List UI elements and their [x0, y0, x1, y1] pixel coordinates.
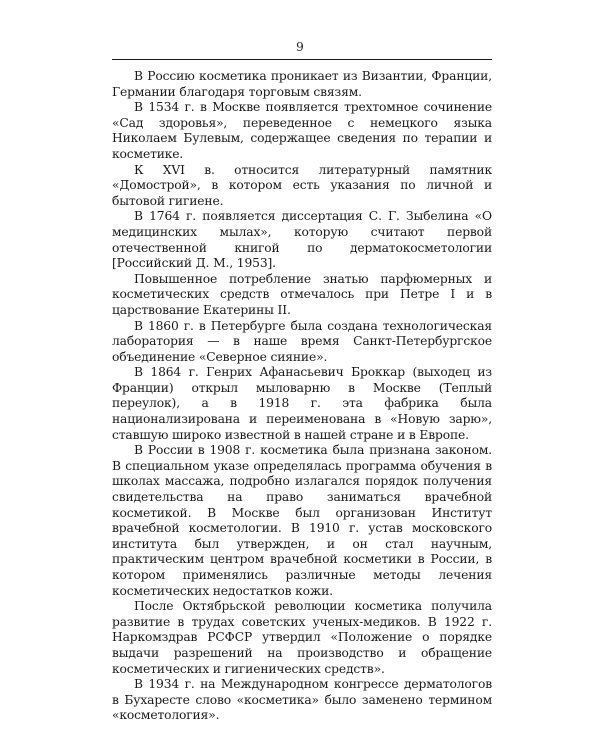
paragraph: Повышенное потребление знатью парфюмерных и косметических средств отмечалось при Петре I и в царствование Екатерины II.	[112, 271, 492, 317]
header-rule	[112, 59, 492, 60]
paragraph: В России в 1908 г. косметика была признана законом. В специальном указе определялась программа обучения в школах массажа, подробно излагался порядок получения свидетельства на право заниматься врачебной косметикой. В Москве был организован Институт врачебной косметологии. В 1910 г. устав московского института был утвержден, и он стал научным, практическим центром врачебной косметики в России, в котором применялись различные методы лечения косметических недостатков кожи.	[112, 443, 492, 598]
paragraph: К XVI в. относится литературный памятник «Домострой», в котором есть указания по личной и бытовой гигиене.	[112, 162, 492, 208]
paragraph: В Россию косметика проникает из Византии, Франции, Германии благодаря торговым связям.	[112, 69, 492, 99]
body-text	[112, 69, 492, 724]
paragraph: В 1534 г. в Москве появляется трехтомное сочинение «Сад здоровья», переведенное с немецкого языка Николаем Булевым, содержащее сведения по терапии и косметике.	[112, 100, 492, 161]
page-number: 9	[296, 40, 304, 54]
paragraph: В 1934 г. на Международном конгрессе дерматологов в Бухаресте слово «косметика» было заменено термином «косметология».	[112, 677, 492, 723]
paragraph: В 1864 г. Генрих Афанасьевич Броккар (выходец из Франции) открыл мыловарню в Москве (Теплый переулок), а в 1918 г. эта фабрика была национализирована и переименована в «Новую зарю», ставшую широко известной в нашей стране и в Европе.	[112, 365, 492, 442]
paragraph: После Октябрьской революции косметика получила развитие в трудах советских ученых-медиков. В 1922 г. Наркомздрав РСФСР утвердил «Положение о порядке выдачи разрешений на производство и обращение косметических и гигиенических средств».	[112, 599, 492, 676]
paragraph: В 1860 г. в Петербурге была создана технологическая лаборатория — в наше время Санкт-Петербургское объединение «Северное сияние».	[112, 318, 492, 364]
paragraph: В 1764 г. появляется диссертация С. Г. Зыбелина «О медицинских мылах», которую считают первой отечественной книгой по дерматокосметологии [Российский Д. М., 1953].	[112, 209, 492, 271]
